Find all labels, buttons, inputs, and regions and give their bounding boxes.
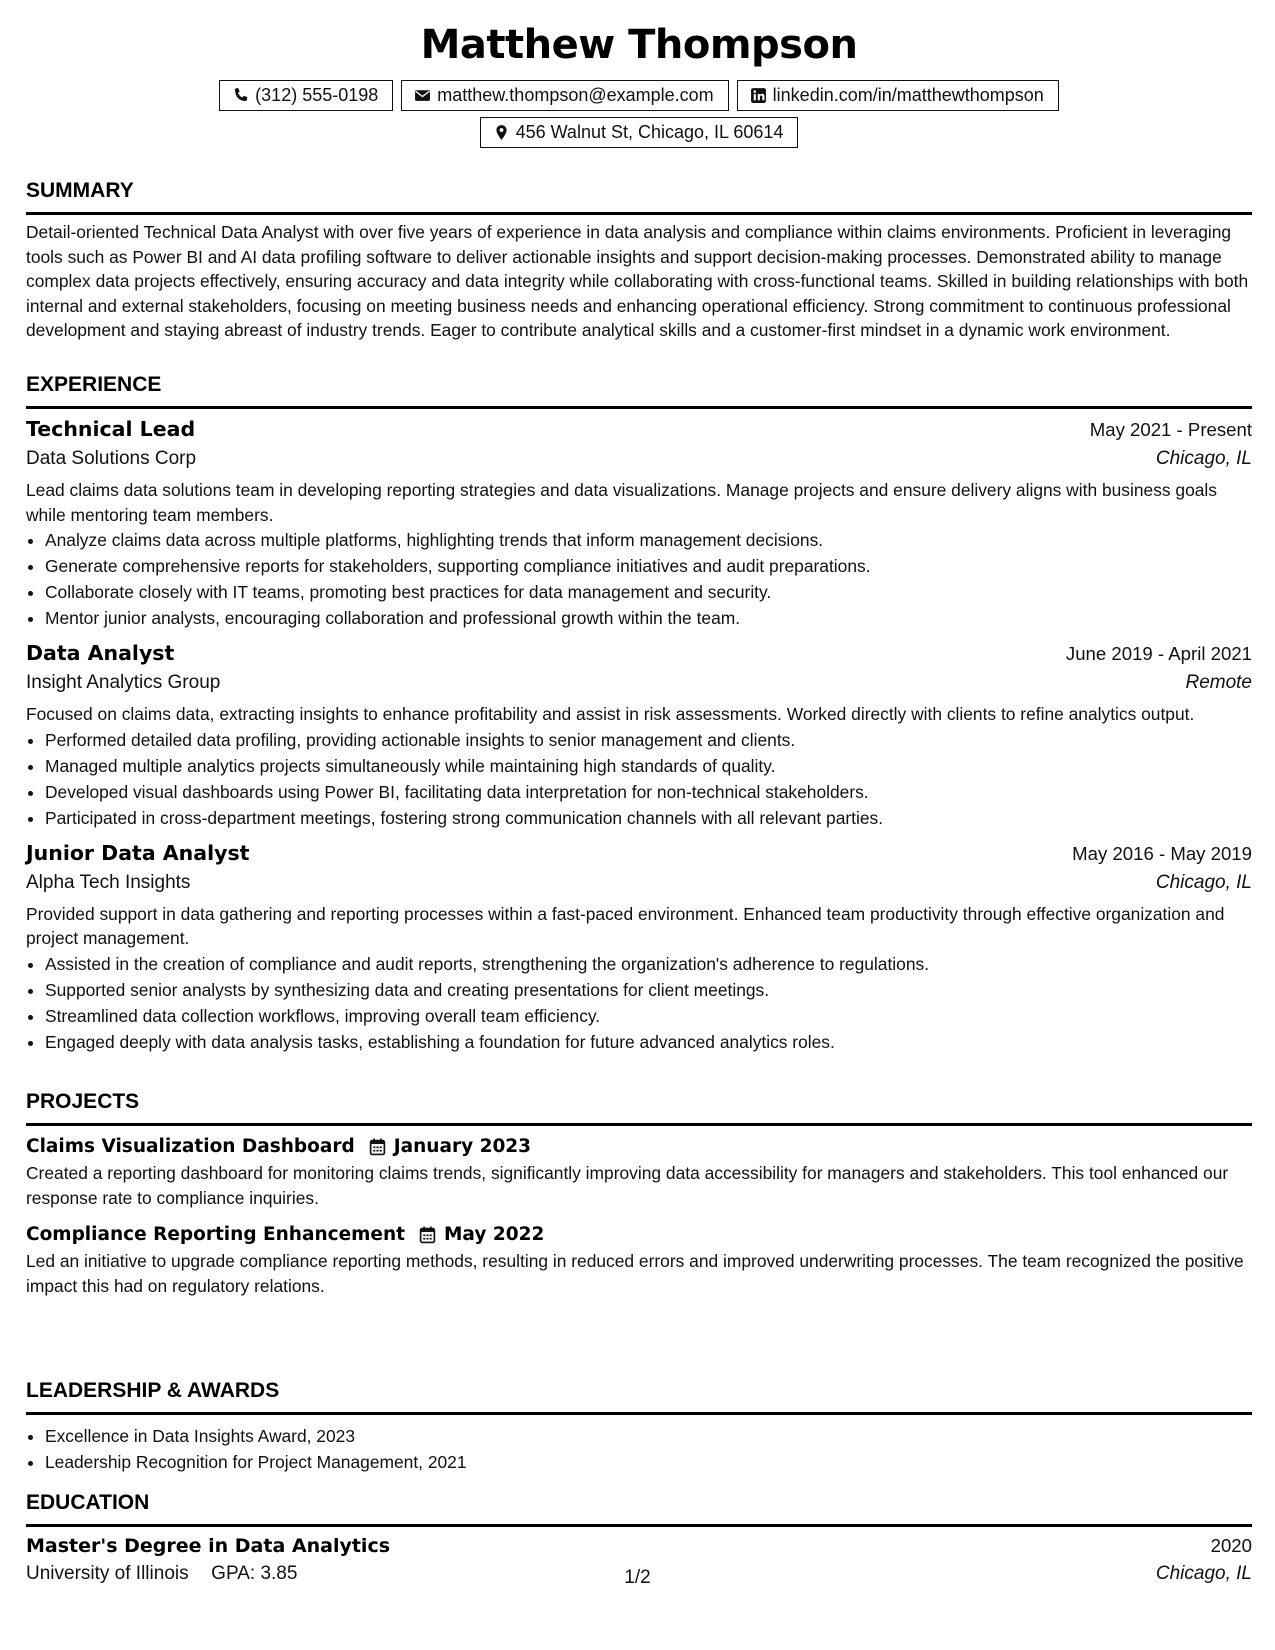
project-name: Compliance Reporting Enhancement xyxy=(26,1224,405,1245)
job-description: Lead claims data solutions team in developing reporting strategies and data visualizations. Manage projects and ensure delivery aligns with business goals while mentoring team members. xyxy=(26,480,1217,525)
project-name: Claims Visualization Dashboard xyxy=(26,1136,355,1157)
section-divider xyxy=(26,1412,1252,1415)
project-date: May 2022 xyxy=(444,1224,545,1245)
list-item: • Streamlined data collection workflows, improving overall team efficiency. xyxy=(45,1003,1252,1029)
list-item: • Analyze claims data across multiple platforms, highlighting trends that inform management decisions. xyxy=(45,527,1252,553)
map-marker-icon xyxy=(493,124,510,141)
section-divider xyxy=(26,406,1252,409)
address-row xyxy=(26,117,1252,148)
project-date: January 2023 xyxy=(393,1136,532,1157)
list-item: • Collaborate closely with IT teams, promoting best practices for data management and security. xyxy=(45,579,1252,605)
degree-name: Master's Degree in Data Analytics xyxy=(26,1535,391,1557)
candidate-name: Matthew Thompson xyxy=(420,22,858,68)
job-description: Provided support in data gathering and reporting processes within a fast-paced environment. Enhanced team productivity through effective organization and project management. xyxy=(26,903,1225,948)
awards-section xyxy=(26,1378,1252,1475)
job-description: Focused on claims data, extracting insights to enhance profitability and assist in risk assessments. Worked directly with clients to refine analytics output. xyxy=(26,704,1195,724)
job-bullets xyxy=(26,951,1252,1055)
education-title: EDUCATION xyxy=(26,1491,150,1514)
job-title: Data Analyst xyxy=(26,641,175,665)
school-location: Chicago, IL xyxy=(1155,1563,1252,1584)
awards-title: LEADERSHIP & AWARDS xyxy=(26,1379,280,1402)
list-item: • Participated in cross-department meetings, fostering strong communication channels with all relevant parties. xyxy=(45,805,1252,831)
list-item: • Engaged deeply with data analysis tasks, establishing a foundation for future advanced analytics roles. xyxy=(45,1029,1252,1055)
project-description: Led an initiative to upgrade compliance reporting methods, resulting in reduced errors and improved underwriting processes. The team recognized the positive impact this had on regulatory relations. xyxy=(26,1251,1244,1296)
job-location: Chicago, IL xyxy=(1155,871,1252,893)
job-bullets xyxy=(26,727,1252,831)
list-item: • Managed multiple analytics projects simultaneously while maintaining high standards of quality. xyxy=(45,753,1252,779)
school-name: University of Illinois xyxy=(26,1563,189,1584)
contact-row xyxy=(26,80,1252,111)
job-title: Junior Data Analyst xyxy=(26,840,250,865)
list-item: • Generate comprehensive reports for stakeholders, supporting compliance initiatives and audit preparations. xyxy=(45,553,1252,579)
graduation-year: 2020 xyxy=(1210,1535,1252,1556)
job-location: Chicago, IL xyxy=(1155,448,1252,469)
page-number: 1/2 xyxy=(624,1567,651,1588)
phone-text: (312) 555-0198 xyxy=(255,85,379,105)
summary-section xyxy=(26,178,1252,343)
calendar-icon xyxy=(419,1226,436,1244)
experience-title: EXPERIENCE xyxy=(26,373,162,396)
job-bullets xyxy=(26,527,1252,631)
project-entry xyxy=(26,1136,1252,1210)
job-dates: May 2016 - May 2019 xyxy=(1072,842,1252,864)
envelope-icon xyxy=(414,87,431,104)
job-dates: May 2021 - Present xyxy=(1089,419,1252,440)
linkedin-text: linkedin.com/in/matthewthompson xyxy=(772,85,1044,105)
list-item: • Leadership Recognition for Project Management, 2021 xyxy=(45,1449,1252,1475)
address-pill[interactable] xyxy=(480,117,799,148)
job-dates: June 2019 - April 2021 xyxy=(1065,643,1252,664)
email-text: matthew.thompson@example.com xyxy=(437,85,714,105)
section-divider xyxy=(26,1123,1252,1126)
calendar-icon xyxy=(369,1138,386,1156)
gpa: GPA: 3.85 xyxy=(211,1563,298,1584)
job-location: Remote xyxy=(1185,672,1252,693)
experience-section xyxy=(26,372,1252,1055)
list-item: • Assisted in the creation of compliance and audit reports, strengthening the organization's adherence to regulations. xyxy=(45,951,1252,977)
job-title: Technical Lead xyxy=(26,417,196,441)
company-name: Insight Analytics Group xyxy=(26,672,221,693)
job-entry xyxy=(26,417,1252,631)
section-divider xyxy=(26,212,1252,215)
summary-title: SUMMARY xyxy=(26,179,134,202)
linkedin-pill[interactable] xyxy=(737,80,1059,111)
job-entry xyxy=(26,641,1252,831)
project-entry xyxy=(26,1224,1252,1298)
list-item: • Mentor junior analysts, encouraging collaboration and professional growth within the team. xyxy=(45,605,1252,631)
linkedin-icon xyxy=(750,87,767,104)
project-description: Created a reporting dashboard for monitoring claims trends, significantly improving data accessibility for managers and stakeholders. This tool enhanced our response rate to compliance inquiries. xyxy=(26,1163,1229,1208)
projects-section xyxy=(26,1089,1252,1298)
section-divider xyxy=(26,1524,1252,1527)
list-item: • Supported senior analysts by synthesizing data and creating presentations for client meetings. xyxy=(45,977,1252,1003)
list-item: • Excellence in Data Insights Award, 2023 xyxy=(45,1423,1252,1449)
awards-list xyxy=(26,1423,1252,1475)
company-name: Data Solutions Corp xyxy=(26,448,197,469)
job-entry xyxy=(26,841,1252,1055)
summary-text: Detail-oriented Technical Data Analyst with over five years of experience in data analysis and compliance within claims environments. Proficient in leveraging tools such as Power BI and AI data profiling software to deliver actionable insights and support decision-making processes. Demonstrated ability to manage complex data projects effectively, ensuring accuracy and data integrity while collaborating with cross-functional teams. Skilled in building relationships with both internal and external stakeholders, focusing on meeting business needs and enhancing operational efficiency. Strong commitment to continuous professional development and staying abreast of industry trends. Eager to contribute analytical skills and a customer-first mindset in a dynamic work environment. xyxy=(26,222,1249,340)
list-item: • Developed visual dashboards using Power BI, facilitating data interpretation for non-technical stakeholders. xyxy=(45,779,1252,805)
address-text: 456 Walnut St, Chicago, IL 60614 xyxy=(515,122,784,142)
email-pill[interactable] xyxy=(401,80,728,111)
company-name: Alpha Tech Insights xyxy=(26,871,191,893)
phone-pill[interactable] xyxy=(219,80,393,111)
projects-title: PROJECTS xyxy=(26,1090,140,1113)
phone-icon xyxy=(232,87,249,104)
list-item: • Performed detailed data profiling, providing actionable insights to senior management and clients. xyxy=(45,727,1252,753)
